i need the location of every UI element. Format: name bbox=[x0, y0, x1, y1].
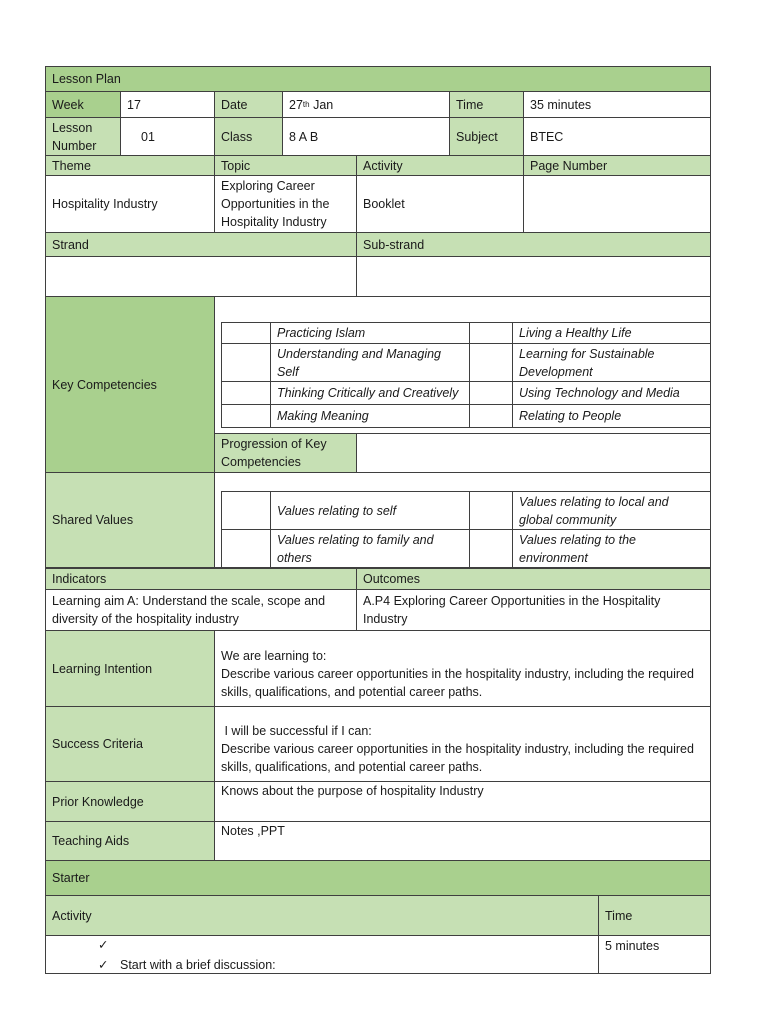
sv-mark-family bbox=[221, 529, 271, 568]
time-value: 35 minutes bbox=[523, 91, 711, 118]
kc-relating: Relating to People bbox=[512, 404, 711, 428]
learning-intention-line1: We are learning to: bbox=[221, 648, 327, 663]
sv-community: Values relating to local and global community bbox=[512, 491, 711, 530]
strand-label: Strand bbox=[45, 232, 357, 257]
progression-label: Progression of Key Competencies bbox=[214, 433, 357, 473]
theme-value: Hospitality Industry bbox=[45, 175, 215, 233]
page-number-value bbox=[523, 175, 711, 233]
shared-values-label: Shared Values bbox=[45, 472, 215, 568]
kc-thinking: Thinking Critically and Creatively bbox=[270, 381, 470, 405]
sv-family: Values relating to family and others bbox=[270, 529, 470, 568]
teaching-aids-value: Notes ,PPT bbox=[214, 821, 711, 861]
activity-value: Booklet bbox=[356, 175, 524, 233]
kc-mark-meaning bbox=[221, 404, 271, 428]
checkmark-icon: ✓ bbox=[98, 937, 109, 952]
learning-intention-line2: Describe various career opportunities in the hospitality industry, including the required skills, qualifications, and potential career paths. bbox=[221, 666, 694, 699]
lesson-plan-title bbox=[45, 66, 711, 92]
checkmark-icon: ✓ bbox=[98, 957, 109, 972]
kc-mark-thinking bbox=[221, 381, 271, 405]
kc-mark-sustainable bbox=[469, 343, 513, 382]
substrand-value bbox=[356, 256, 711, 297]
class-label: Class bbox=[214, 117, 283, 156]
starter-time-label: Time bbox=[598, 895, 711, 936]
success-criteria-value bbox=[214, 706, 711, 782]
indicators-label: Indicators bbox=[45, 568, 357, 590]
strand-value bbox=[45, 256, 357, 297]
list-item bbox=[98, 956, 276, 974]
prior-knowledge-value: Knows about the purpose of hospitality Industry bbox=[214, 781, 711, 822]
success-criteria-line1: I will be successful if I can: bbox=[221, 724, 372, 738]
kc-mark-managing-self bbox=[221, 343, 271, 382]
starter-label: Starter bbox=[45, 860, 711, 896]
lesson-number-label: Lesson Number bbox=[45, 117, 121, 156]
activity-label: Activity bbox=[356, 155, 524, 176]
progression-value bbox=[356, 433, 711, 473]
substrand-label: Sub-strand bbox=[356, 232, 711, 257]
prior-knowledge-label: Prior Knowledge bbox=[45, 781, 215, 822]
date-label: Date bbox=[214, 91, 283, 118]
success-criteria-line2: Describe various career opportunities in the hospitality industry, including the required skills, qualifications, and potential career paths. bbox=[221, 742, 698, 774]
kc-sustainable: Learning for Sustainable Development bbox=[512, 343, 711, 382]
lesson-number-value: 01 bbox=[120, 117, 215, 156]
learning-intention-label: Learning Intention bbox=[45, 630, 215, 707]
teaching-aids-label: Teaching Aids bbox=[45, 821, 215, 861]
subject-value: BTEC bbox=[523, 117, 711, 156]
topic-label: Topic bbox=[214, 155, 357, 176]
date-day: 27 bbox=[289, 97, 303, 112]
kc-mark-technology bbox=[469, 381, 513, 405]
kc-mark-practicing-islam bbox=[221, 322, 271, 344]
starter-time-value: 5 minutes bbox=[598, 935, 711, 974]
kc-mark-relating bbox=[469, 404, 513, 428]
page-number-label: Page Number bbox=[523, 155, 711, 176]
sv-self: Values relating to self bbox=[270, 491, 470, 530]
kc-meaning: Making Meaning bbox=[270, 404, 470, 428]
starter-bullet-2: Start with a brief discussion: bbox=[120, 958, 276, 972]
key-competencies-label: Key Competencies bbox=[45, 296, 215, 473]
sv-mark-self bbox=[221, 491, 271, 530]
date-month: Jan bbox=[313, 97, 334, 112]
sv-mark-environment bbox=[469, 529, 513, 568]
learning-intention-value bbox=[214, 630, 711, 707]
sv-mark-community bbox=[469, 491, 513, 530]
outcomes-label: Outcomes bbox=[356, 568, 711, 590]
lesson-plan-title-text: Lesson Plan bbox=[52, 72, 121, 86]
time-label: Time bbox=[449, 91, 524, 118]
starter-activity-label: Activity bbox=[45, 895, 599, 936]
week-label: Week bbox=[45, 91, 121, 118]
topic-value: Exploring Career Opportunities in the Hospitality Industry bbox=[214, 175, 357, 233]
outcomes-value: A.P4 Exploring Career Opportunities in the Hospitality Industry bbox=[356, 589, 711, 631]
kc-managing-self: Understanding and Managing Self bbox=[270, 343, 470, 382]
indicators-value: Learning aim A: Understand the scale, scope and diversity of the hospitality industry bbox=[45, 589, 357, 631]
sv-environment: Values relating to the environment bbox=[512, 529, 711, 568]
kc-healthy-life: Living a Healthy Life bbox=[512, 322, 711, 344]
theme-label: Theme bbox=[45, 155, 215, 176]
week-value: 17 bbox=[120, 91, 215, 118]
starter-activity-value bbox=[45, 935, 599, 974]
list-item bbox=[98, 936, 120, 954]
success-criteria-label: Success Criteria bbox=[45, 706, 215, 782]
class-value: 8 A B bbox=[282, 117, 450, 156]
kc-practicing-islam: Practicing Islam bbox=[270, 322, 470, 344]
date-value: 27 th Jan bbox=[282, 91, 450, 118]
kc-mark-healthy-life bbox=[469, 322, 513, 344]
subject-label: Subject bbox=[449, 117, 524, 156]
kc-technology: Using Technology and Media bbox=[512, 381, 711, 405]
